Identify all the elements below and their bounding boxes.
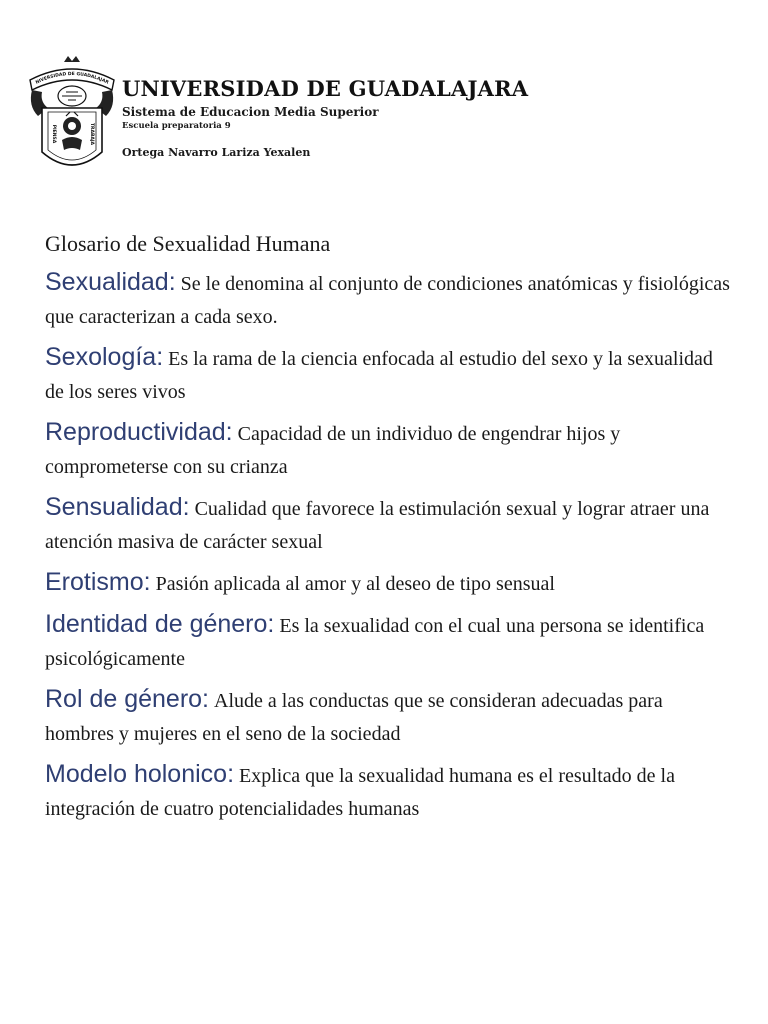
glossary-entry	[45, 683, 735, 751]
svg-text:UNIVERSIDAD DE GUADALAJARA: NIVERSIDAD DE GUADALAJAR	[35, 71, 110, 86]
glossary-entry	[45, 608, 735, 676]
glossary-definition: Alude a las conductas que se consideran adecuadas para hombres y mujeres en el seno de la sociedad	[45, 690, 663, 745]
glossary-entry	[45, 758, 735, 826]
glossary-term: Sexualidad:	[45, 268, 176, 296]
glossary-term: Sensualidad:	[45, 493, 190, 521]
glossary-definition: Explica que la sexualidad humana es el resultado de la integración de cuatro potencialidades humanas	[45, 765, 675, 820]
glossary-term: Sexología:	[45, 343, 164, 371]
glossary-term: Rol de género:	[45, 685, 210, 713]
glossary-definition: Capacidad de un individuo de engendrar hijos y comprometerse con su crianza	[45, 423, 621, 478]
glossary-entry	[45, 566, 735, 601]
glossary-entry	[45, 341, 735, 409]
glossary-definition: Pasión aplicada al amor y al deseo de tipo sensual	[155, 573, 555, 595]
glossary-definition: Es la rama de la ciencia enfocada al estudio del sexo y la sexualidad de los seres vivos	[45, 348, 713, 403]
svg-text:TRABAJA: TRABAJA	[89, 122, 94, 146]
document-title: Glosario de Sexualidad Humana	[45, 231, 331, 256]
glossary-entry	[45, 491, 735, 559]
glossary-definition: Se le denomina al conjunto de condiciones anatómicas y fisiológicas que caracterizan a cada sexo.	[45, 273, 730, 328]
glossary-term: Modelo holonico:	[45, 760, 235, 788]
author-name: Ortega Navarro Lariza Yexalen	[122, 146, 311, 159]
glossary-definition: Es la sexualidad con el cual una persona se identifica psicológicamente	[45, 615, 705, 670]
glossary-entry	[45, 416, 735, 484]
glossary-entry	[45, 266, 735, 334]
university-name: UNIVERSIDAD DE GUADALAJARA	[122, 76, 529, 101]
document-header	[26, 56, 746, 180]
glossary-content	[45, 226, 735, 833]
glossary-term: Reproductividad:	[45, 418, 233, 446]
glossary-term: Identidad de género:	[45, 610, 275, 638]
education-system: Sistema de Educacion Media Superior	[122, 105, 379, 119]
glossary-term: Erotismo:	[45, 568, 151, 596]
header-text-block	[122, 76, 528, 160]
school-name: Escuela preparatoria 9	[122, 121, 231, 131]
university-seal-icon	[26, 56, 118, 178]
svg-text:PIENSA: PIENSA	[51, 124, 56, 144]
glossary-definition: Cualidad que favorece la estimulación sexual y lograr atraer una atención masiva de carácter sexual	[45, 498, 710, 553]
